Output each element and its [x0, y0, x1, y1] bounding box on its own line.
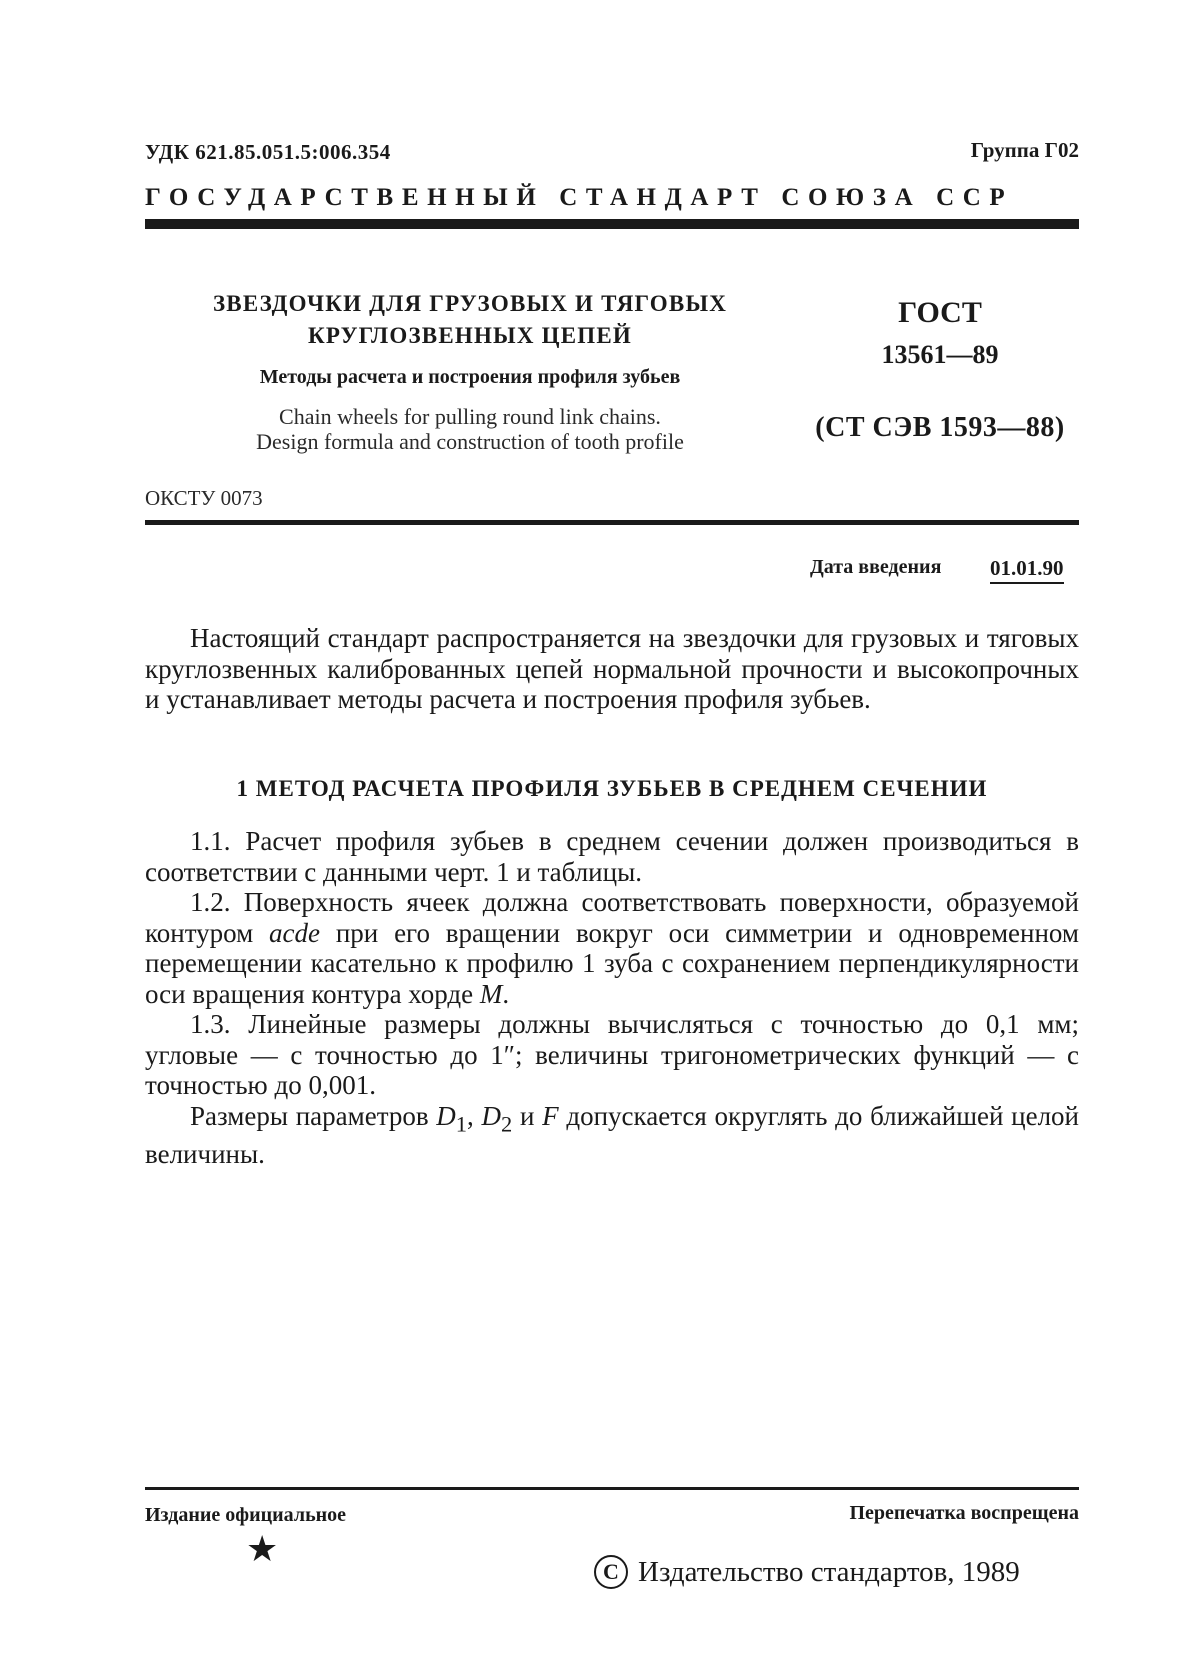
star-icon: ★ — [246, 1529, 279, 1569]
section-heading: 1 МЕТОД РАСЧЕТА ПРОФИЛЯ ЗУБЬЕВ В СРЕДНЕМ СЕЧЕНИИ — [236, 776, 988, 801]
title-ru-line-1: ЗВЕЗДОЧКИ ДЛЯ ГРУЗОВЫХ И ТЯГОВЫХ — [212, 291, 728, 316]
gost-number: 13561—89 — [881, 340, 999, 369]
oksty-code: ОКСТУ 0073 — [145, 486, 263, 510]
top-rule — [145, 219, 1079, 229]
clause-1-2: 1.2. Поверхность ячеек должна соответствовать поверхности, образуемой контуром acde при его вращении вокруг оси симметрии и одновременном перемещении касательно к профилю 1 зуба с сохранением перпендикулярности оси вращения контура хорде M. — [145, 887, 1080, 1009]
clause-1-1: 1.1. Расчет профиля зубьев в среднем сечении должен производиться в соответствии с данными черт. 1 и таблицы. — [145, 826, 1079, 887]
subtitle-ru: Методы расчета и построения профиля зубьев — [259, 366, 681, 388]
bottom-rule — [145, 1487, 1079, 1490]
date-label: Дата введения — [810, 556, 942, 578]
state-standard-banner: ГОСУДАРСТВЕННЫЙ СТАНДАРТ СОЮЗА ССР — [145, 184, 1014, 211]
middle-rule — [145, 520, 1079, 525]
intro-paragraph: Настоящий стандарт распространяется на звездочки для грузовых и тяговых круглозвенных калиброванных цепей нормальной прочности и высокопрочных и устанавливает методы расчета и построения профиля зубьев. — [145, 623, 1079, 714]
section-clauses — [145, 826, 1079, 1170]
title-en-line-2: Design formula and construction of tooth profile — [256, 429, 684, 454]
udk-code: УДК 621.85.051.5:006.354 — [145, 140, 391, 164]
copyright-line — [594, 1555, 1020, 1589]
title-block — [190, 288, 750, 454]
date-value: 01.01.90 — [990, 556, 1064, 584]
title-ru-line-2: КРУГЛОЗВЕННЫХ ЦЕПЕЙ — [308, 323, 632, 348]
sev-number: (СТ СЭВ 1593—88) — [815, 412, 1065, 443]
title-en-line-1: Chain wheels for pulling round link chains. — [279, 404, 661, 429]
gost-label: ГОСТ — [898, 296, 982, 329]
group-code: Группа Г02 — [970, 138, 1079, 162]
clause-rounding: Размеры параметров $D_1$, $D_2$ и F допускается округлять до ближайшей целой величины. — [145, 1100, 1079, 1170]
publisher-name: Издательство стандартов, 1989 — [638, 1556, 1020, 1588]
clause-1-3: 1.3. Линейные размеры должны вычисляться с точностью до 0,1 мм; угловые — с точностью до 1″; величины тригонометрических функций — с точностью до 0,001. — [145, 1009, 1079, 1100]
copyright-icon: C — [594, 1555, 628, 1589]
title-ru — [190, 288, 750, 352]
reprint-prohibited-label: Перепечатка воспрещена — [849, 1502, 1079, 1524]
official-edition-label: Издание официальное — [145, 1504, 347, 1526]
title-en — [190, 404, 750, 454]
